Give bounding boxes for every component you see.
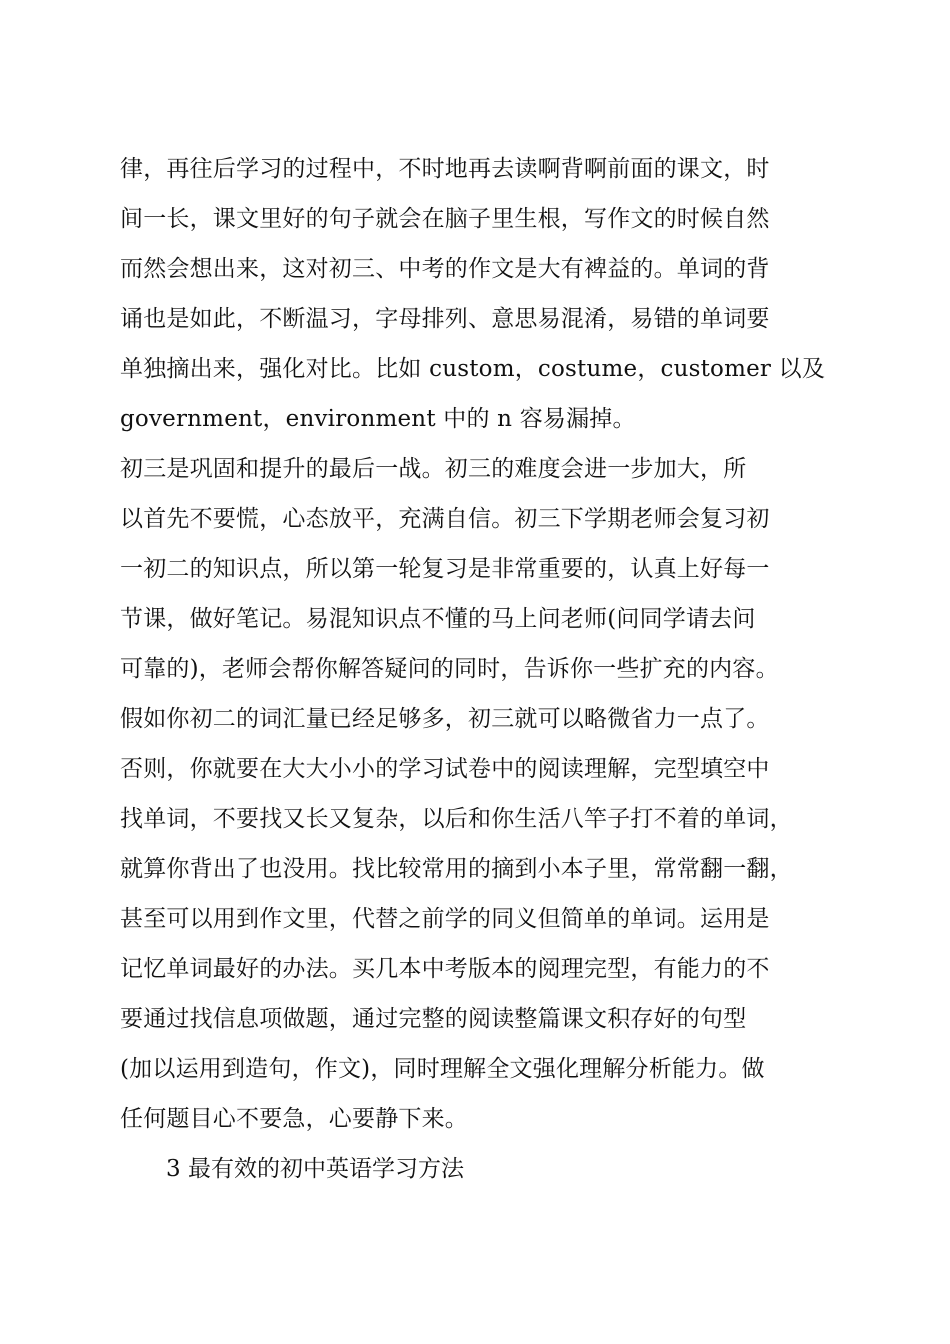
text-line: 否则，你就要在大大小小的学习试卷中的阅读理解，完型填空中 [120, 756, 770, 782]
text-line: 可靠的)，老师会帮你解答疑问的同时，告诉你一些扩充的内容。 [120, 656, 779, 682]
text-line: 间一长，课文里好的句子就会在脑子里生根，写作文的时候自然 [120, 206, 770, 232]
text-line: 找单词，不要找又长又复杂，以后和你生活八竿子打不着的单词， [120, 806, 793, 832]
text-line: 而然会想出来，这对初三、中考的作文是大有裨益的。单词的背 [120, 256, 770, 282]
text-line: (加以运用到造句，作文)，同时理解全文强化理解分析能力。做 [120, 1056, 765, 1082]
text-line: 记忆单词最好的办法。买几本中考版本的阅理完型，有能力的不 [120, 956, 770, 982]
text-line: 节课，做好笔记。易混知识点不懂的马上问老师(问同学请去问 [120, 606, 756, 632]
text-line: 任何题目心不要急，心要静下来。 [120, 1106, 468, 1132]
text-line: 律，再往后学习的过程中，不时地再去读啊背啊前面的课文，时 [120, 156, 770, 182]
text-line: 甚至可以用到作文里，代替之前学的同义但简单的单词。运用是 [120, 906, 770, 932]
text-line: 单独摘出来，强化对比。比如 custom，costume，customer 以及 [120, 356, 826, 382]
text-line: government，environment 中的 n 容易漏掉。 [120, 406, 636, 432]
text-line: 一初二的知识点，所以第一轮复习是非常重要的，认真上好每一 [120, 556, 770, 582]
section-heading: 3 最有效的初中英语学习方法 [166, 1156, 464, 1182]
text-line: 诵也是如此，不断温习，字母排列、意思易混淆，易错的单词要 [120, 306, 770, 332]
text-line: 要通过找信息项做题，通过完整的阅读整篇课文积存好的句型 [120, 1006, 747, 1032]
text-line: 初三是巩固和提升的最后一战。初三的难度会进一步加大，所 [120, 456, 747, 482]
text-line: 就算你背出了也没用。找比较常用的摘到小本子里，常常翻一翻， [120, 856, 793, 882]
text-line: 假如你初二的词汇量已经足够多，初三就可以略微省力一点了。 [120, 706, 770, 732]
text-line: 以首先不要慌，心态放平，充满自信。初三下学期老师会复习初 [120, 506, 770, 532]
